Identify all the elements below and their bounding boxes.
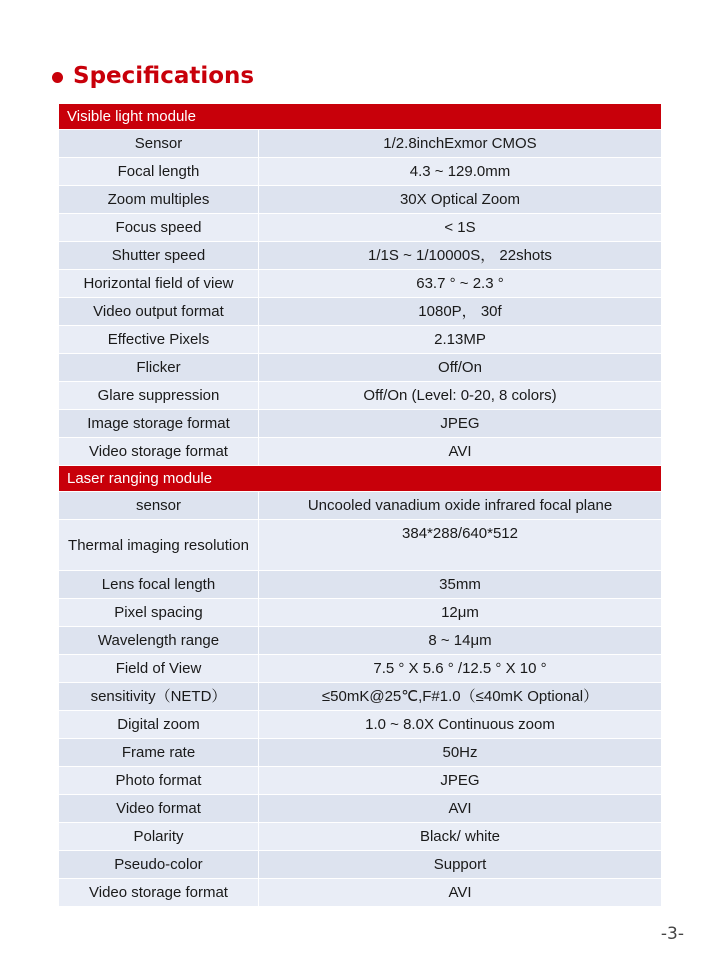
table-row [59,270,662,298]
table-row [59,438,662,466]
spec-value: 4.3 ~ 129.0mm [259,158,662,186]
spec-label: Video format [59,795,259,823]
spec-value: 2.13MP [259,326,662,354]
spec-value: AVI [259,795,662,823]
spec-label: Video storage format [59,438,259,466]
table-row [59,739,662,767]
spec-label: Video output format [59,298,259,326]
table-row [59,655,662,683]
spec-label: Wavelength range [59,627,259,655]
page-heading [52,58,254,94]
spec-label: Field of View [59,655,259,683]
spec-label: Image storage format [59,410,259,438]
section-title: Visible light module [59,104,662,130]
spec-label: Pseudo-color [59,851,259,879]
table-row [59,795,662,823]
spec-value: 12μm [259,599,662,627]
table-row [59,599,662,627]
spec-value: AVI [259,438,662,466]
spec-value: Off/On [259,354,662,382]
spec-value: 7.5 ° X 5.6 ° /12.5 ° X 10 ° [259,655,662,683]
spec-value: AVI [259,879,662,907]
page-title: Specifications [73,63,255,89]
spec-value: 35mm [259,571,662,599]
spec-value: Black/ white [259,823,662,851]
spec-label: Sensor [59,130,259,158]
spec-label: Flicker [59,354,259,382]
spec-label: Lens focal length [59,571,259,599]
spec-label: Zoom multiples [59,186,259,214]
table-row [59,242,662,270]
spec-value: Off/On (Level: 0-20, 8 colors) [259,382,662,410]
spec-value: Uncooled vanadium oxide infrared focal plane [259,492,662,520]
table-row [59,382,662,410]
spec-value: 384*288/640*512 [259,520,662,571]
section-header-laser-ranging [59,466,662,492]
section-title: Laser ranging module [59,466,662,492]
table-row [59,711,662,739]
table-row [59,627,662,655]
table-row [59,492,662,520]
table-row [59,410,662,438]
table-row [59,298,662,326]
spec-label: sensor [59,492,259,520]
spec-label: Glare suppression [59,382,259,410]
spec-label: Horizontal field of view [59,270,259,298]
table-row [59,683,662,711]
spec-label: Shutter speed [59,242,259,270]
table-row [59,130,662,158]
spec-value: JPEG [259,767,662,795]
spec-label: Polarity [59,823,259,851]
spec-value: 8 ~ 14μm [259,627,662,655]
spec-label: Focus speed [59,214,259,242]
spec-value: < 1S [259,214,662,242]
page-number: -3- [660,924,684,944]
table-row [59,520,662,571]
spec-value: 30X Optical Zoom [259,186,662,214]
spec-value: ≤50mK@25℃,F#1.0（≤40mK Optional） [259,683,662,711]
table-row [59,326,662,354]
spec-label: Pixel spacing [59,599,259,627]
table-row [59,214,662,242]
table-row [59,767,662,795]
specifications-table [58,103,662,907]
table-row [59,571,662,599]
table-row [59,851,662,879]
spec-label: Digital zoom [59,711,259,739]
table-row [59,354,662,382]
spec-label: Photo format [59,767,259,795]
spec-label: Effective Pixels [59,326,259,354]
spec-value: 1080P， 30f [259,298,662,326]
table-row [59,823,662,851]
spec-label: Focal length [59,158,259,186]
spec-value: 1/1S ~ 1/10000S， 22shots [259,242,662,270]
table-row [59,879,662,907]
spec-value: Support [259,851,662,879]
spec-label: Video storage format [59,879,259,907]
spec-value: 50Hz [259,739,662,767]
spec-value: 1/2.8inchExmor CMOS [259,130,662,158]
spec-value: 63.7 ° ~ 2.3 ° [259,270,662,298]
spec-value: 1.0 ~ 8.0X Continuous zoom [259,711,662,739]
spec-value: JPEG [259,410,662,438]
spec-label: Thermal imaging resolution [59,520,259,571]
spec-label: Frame rate [59,739,259,767]
table-row [59,158,662,186]
bullet-icon [52,72,63,83]
table-row [59,186,662,214]
spec-label: sensitivity（NETD） [59,683,259,711]
section-header-visible-light [59,104,662,130]
